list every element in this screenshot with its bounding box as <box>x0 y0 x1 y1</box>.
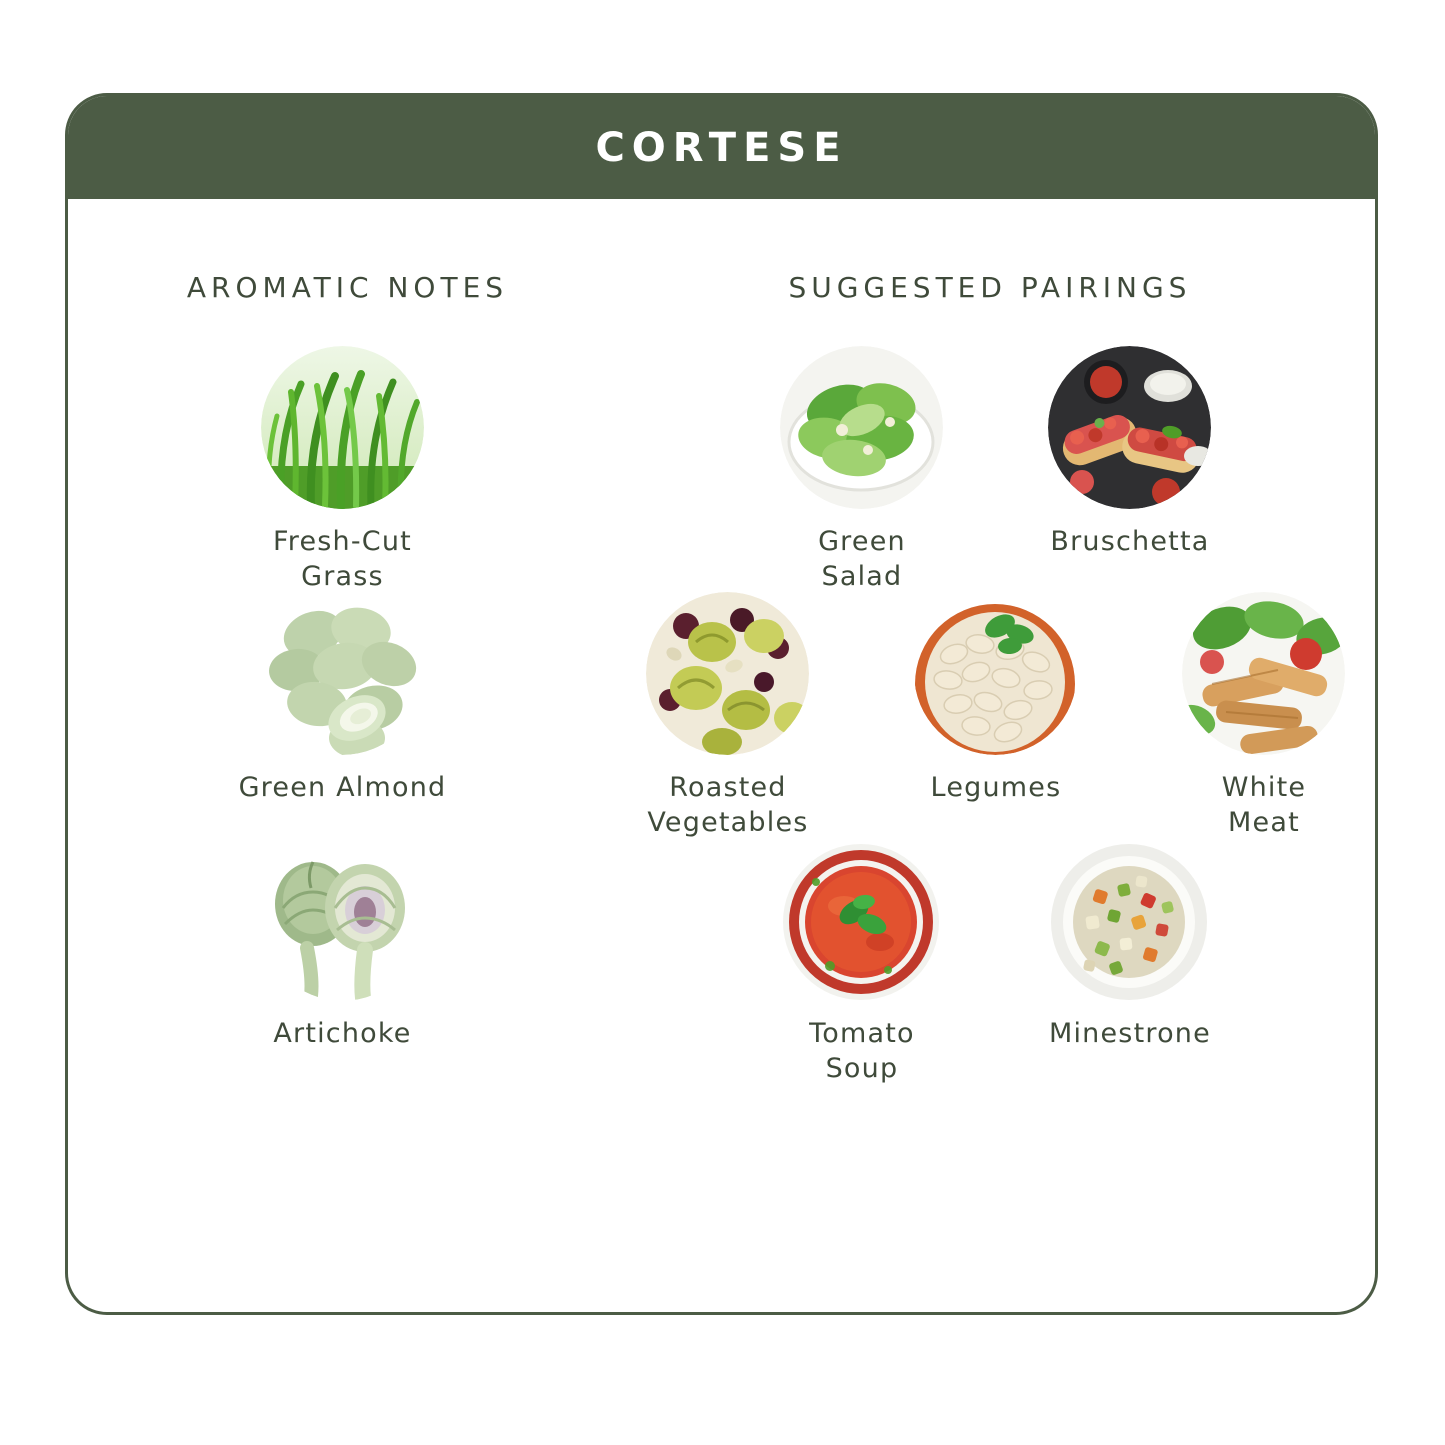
tomato-soup-icon <box>780 838 943 1001</box>
list-item <box>68 346 617 592</box>
list-item <box>891 592 1101 806</box>
list-item <box>623 592 833 840</box>
pairings-row <box>617 838 1375 1084</box>
green-salad-icon <box>780 346 943 509</box>
pairings-row <box>617 346 1375 592</box>
suggested-pairings-heading: SUGGESTED PAIRINGS <box>788 271 1192 304</box>
list-item <box>757 346 967 594</box>
legumes-icon <box>914 592 1077 755</box>
list-item <box>757 838 967 1086</box>
aromatic-notes-heading: AROMATIC NOTES <box>186 271 509 304</box>
roasted-vegetables-icon <box>646 592 809 755</box>
artichoke-icon <box>261 838 424 1001</box>
suggested-pairings-column <box>617 199 1375 1312</box>
page-title: CORTESE <box>595 124 848 171</box>
aromatic-notes-column <box>68 199 617 1312</box>
aromatic-notes-list <box>68 346 617 1084</box>
card-header <box>68 96 1375 199</box>
green-almond-icon <box>261 592 424 755</box>
list-item-label: White Meat <box>1221 772 1307 838</box>
list-item-label: Green Almond <box>238 772 447 803</box>
white-meat-icon <box>1182 592 1345 755</box>
list-item <box>68 592 617 838</box>
list-item <box>1025 346 1235 560</box>
bruschetta-icon <box>1048 346 1211 509</box>
list-item-label: Legumes <box>930 772 1062 803</box>
suggested-pairings-list <box>617 346 1375 1084</box>
list-item-label: Minestrone <box>1048 1018 1211 1049</box>
list-item-label: Green Salad <box>818 526 906 592</box>
list-item-label: Fresh-Cut Grass <box>272 526 412 592</box>
card-body <box>68 199 1375 1312</box>
list-item <box>1025 838 1235 1052</box>
list-item-label: Artichoke <box>273 1018 412 1049</box>
list-item-label: Tomato Soup <box>809 1018 915 1084</box>
list-item <box>68 838 617 1084</box>
list-item <box>1159 592 1369 840</box>
pairings-row <box>617 592 1375 838</box>
list-item-label: Bruschetta <box>1050 526 1210 557</box>
fresh-cut-grass-icon <box>261 346 424 509</box>
minestrone-icon <box>1048 838 1211 1001</box>
list-item-label: Roasted Vegetables <box>647 772 809 838</box>
wine-profile-card <box>65 93 1378 1315</box>
